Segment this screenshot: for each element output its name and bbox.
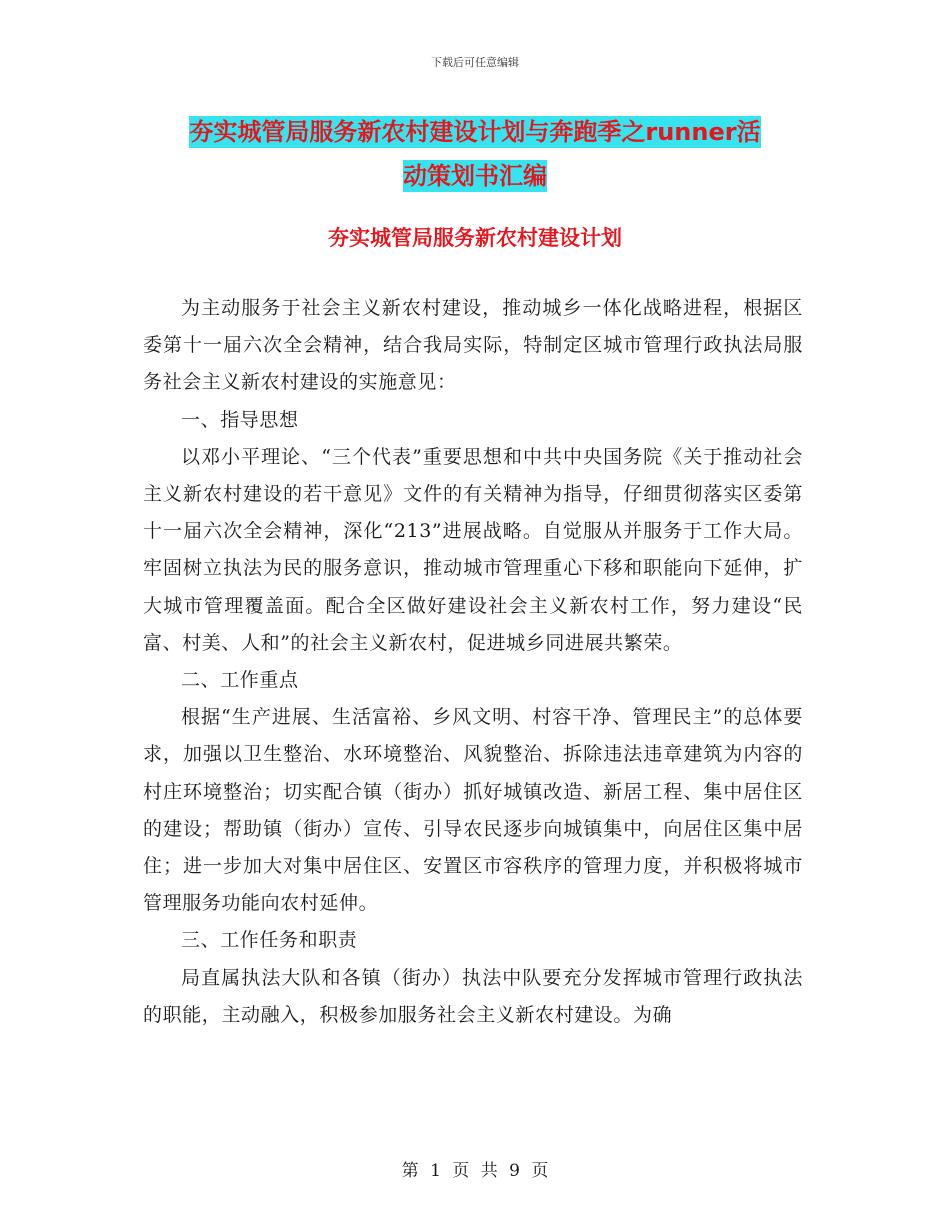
paragraph-intro: 为主动服务于社会主义新农村建设，推动城乡一体化战略进程，根据区委第十一届六次全会精神，结合我局实际，特制定区城市管理行政执法局服务社会主义新农村建设的实施意见： — [143, 297, 803, 394]
body-text — [143, 290, 803, 1034]
paragraph-guiding-ideology: 以邓小平理论、“三个代表”重要思想和中共中央国务院《关于推动社会主义新农村建设的若干意见》文件的有关精神为指导，仔细贯彻落实区委第十一届六次全会精神，深化“213”进展战略。自觉服从并服务于工作大局。牢固树立执法为民的服务意识，推动城市管理重心下移和职能向下延伸，扩大城市管理覆盖面。配合全区做好建设社会主义新农村工作，努力建设“民富、村美、人和”的社会主义新农村，促进城乡同进展共繁荣。 — [143, 445, 803, 654]
page-number-footer: 第 1 页 共 9 页 — [401, 1161, 549, 1181]
document-title-line-1: 夯实城管局服务新农村建设计划与奔跑季之runner活 — [189, 118, 761, 146]
header-note: 下载后可任意编辑 — [431, 56, 519, 69]
heading-guiding-ideology: 一、指导思想 — [181, 408, 299, 431]
document-title-line-2: 动策划书汇编 — [403, 162, 547, 190]
paragraph-work-focus: 根据“生产进展、生活富裕、乡风文明、村容干净、管理民主”的总体要求，加强以卫生整治、水环境整治、风貌整治、拆除违法违章建筑为内容的村庄环境整治；切实配合镇（街办）抓好城镇改造、新居工程、集中居住区的建设；帮助镇（街办）宣传、引导农民逐步向城镇集中，向居住区集中居住；进一步加大对集中居住区、安置区市容秩序的管理力度，并积极将城市管理服务功能向农村延伸。 — [143, 706, 803, 915]
document-title — [140, 110, 810, 198]
paragraph-tasks-duties: 局直属执法大队和各镇（街办）执法中队要充分发挥城市管理行政执法的职能，主动融入，积极参加服务社会主义新农村建设。为确 — [143, 966, 803, 1026]
heading-work-focus: 二、工作重点 — [181, 669, 299, 692]
section-title: 夯实城管局服务新农村建设计划 — [328, 226, 622, 250]
heading-tasks-duties: 三、工作任务和职责 — [181, 929, 358, 952]
